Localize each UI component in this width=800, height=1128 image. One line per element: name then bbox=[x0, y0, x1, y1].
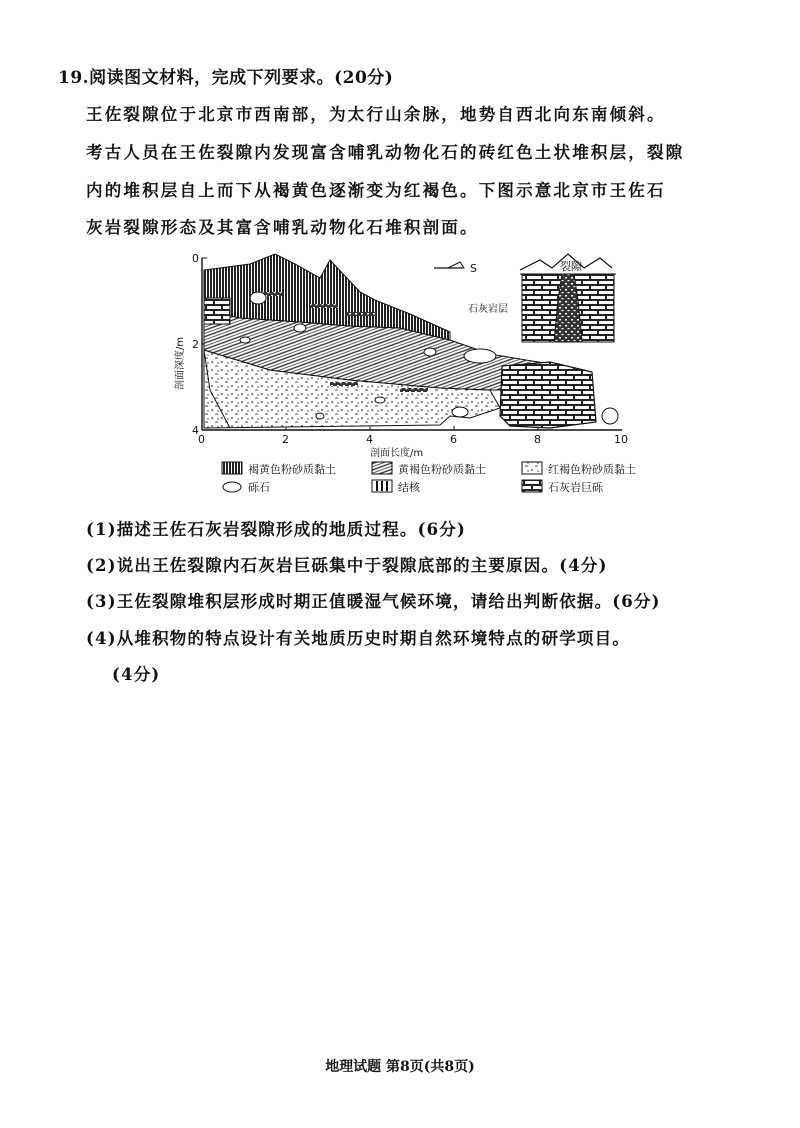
subquestion-4-score: (4分) bbox=[112, 665, 161, 684]
legend-item-yellow-brown bbox=[372, 462, 486, 476]
svg-text:黄褐色粉砂质黏土: 黄褐色粉砂质黏土 bbox=[398, 463, 486, 476]
svg-text:砾石: 砾石 bbox=[248, 481, 270, 494]
subquestion-2: (2)说出王佐裂隙内石灰岩巨砾集中于裂隙底部的主要原因。(4分) bbox=[86, 556, 608, 575]
pebble bbox=[250, 292, 266, 304]
legend-item-limestone-boulder bbox=[522, 480, 604, 494]
inset-diagram bbox=[468, 254, 616, 342]
inset-rock-label: 石灰岩层 bbox=[468, 304, 508, 315]
x-tick-0: 0 bbox=[198, 433, 205, 446]
pebble bbox=[316, 413, 324, 419]
direction-label: S bbox=[470, 262, 477, 275]
y-axis bbox=[173, 252, 207, 437]
subquestion-1: (1)描述王佐石灰岩裂隙形成的地质过程。(6分) bbox=[86, 520, 466, 539]
y-axis-label: 剖面深度/m bbox=[175, 336, 186, 390]
x-tick-4: 4 bbox=[366, 433, 373, 446]
legend-item-red-brown bbox=[522, 462, 636, 476]
direction-indicator bbox=[434, 262, 477, 275]
x-tick-2: 2 bbox=[282, 433, 289, 446]
rubble-strip bbox=[400, 388, 428, 392]
y-tick-4: 4 bbox=[192, 424, 199, 437]
x-tick-6: 6 bbox=[450, 433, 457, 446]
x-tick-8: 8 bbox=[534, 433, 541, 446]
limestone-boulder-block bbox=[500, 362, 596, 428]
rubble-strip bbox=[330, 382, 358, 386]
pebble bbox=[452, 407, 468, 417]
paragraph-line-3: 内的堆积层自上而下从褐黄色逐渐变为红褐色。下图示意北京市王佐石 bbox=[86, 181, 666, 200]
limestone-boulder-small bbox=[204, 298, 230, 324]
paragraph-line-4: 灰岩裂隙形态及其富含哺乳动物化石堆积剖面。 bbox=[86, 218, 479, 237]
subquestion-3: (3)王佐裂隙堆积层形成时期正值暖湿气候环境，请给出判断依据。(6分) bbox=[86, 592, 661, 611]
y-tick-2: 2 bbox=[192, 338, 199, 351]
question-title: 19.阅读图文材料，完成下列要求。(20分) bbox=[58, 68, 394, 88]
pebble bbox=[602, 408, 618, 424]
pebble bbox=[240, 337, 250, 343]
legend-item-brown-yellow bbox=[222, 462, 336, 476]
svg-text:红褐色粉砂质黏土: 红褐色粉砂质黏土 bbox=[548, 463, 636, 476]
x-axis bbox=[198, 426, 628, 459]
svg-text:褐黄色粉砂质黏土: 褐黄色粉砂质黏土 bbox=[248, 463, 336, 476]
rubble-strip bbox=[310, 304, 338, 308]
paragraph-line-1: 王佐裂隙位于北京市西南部，为太行山余脉，地势自西北向东南倾斜。 bbox=[86, 105, 666, 124]
rubble-strip bbox=[346, 312, 376, 316]
y-tick-0: 0 bbox=[192, 252, 199, 265]
paragraph-line-2: 考古人员在王佐裂隙内发现富含哺乳动物化石的砖红色土状堆积层，裂隙 bbox=[86, 143, 685, 162]
pebble bbox=[294, 324, 306, 332]
figure-legend bbox=[220, 460, 660, 496]
x-tick-10: 10 bbox=[614, 433, 628, 446]
svg-text:结核: 结核 bbox=[398, 481, 420, 494]
pebble bbox=[424, 348, 436, 356]
page-footer: 地理试题 第8页(共8页) bbox=[325, 1059, 475, 1075]
pebble bbox=[464, 349, 496, 363]
svg-text:石灰岩巨砾: 石灰岩巨砾 bbox=[548, 481, 603, 494]
subquestion-4: (4)从堆积物的特点设计有关地质历史时期自然环境特点的研学项目。 bbox=[86, 629, 630, 648]
legend-item-pebble bbox=[223, 481, 270, 494]
pebble bbox=[375, 397, 385, 403]
legend-item-nodule bbox=[372, 480, 421, 494]
x-axis-label: 剖面长度/m bbox=[370, 448, 424, 459]
inset-fissure-label: 裂隙 bbox=[560, 260, 582, 273]
